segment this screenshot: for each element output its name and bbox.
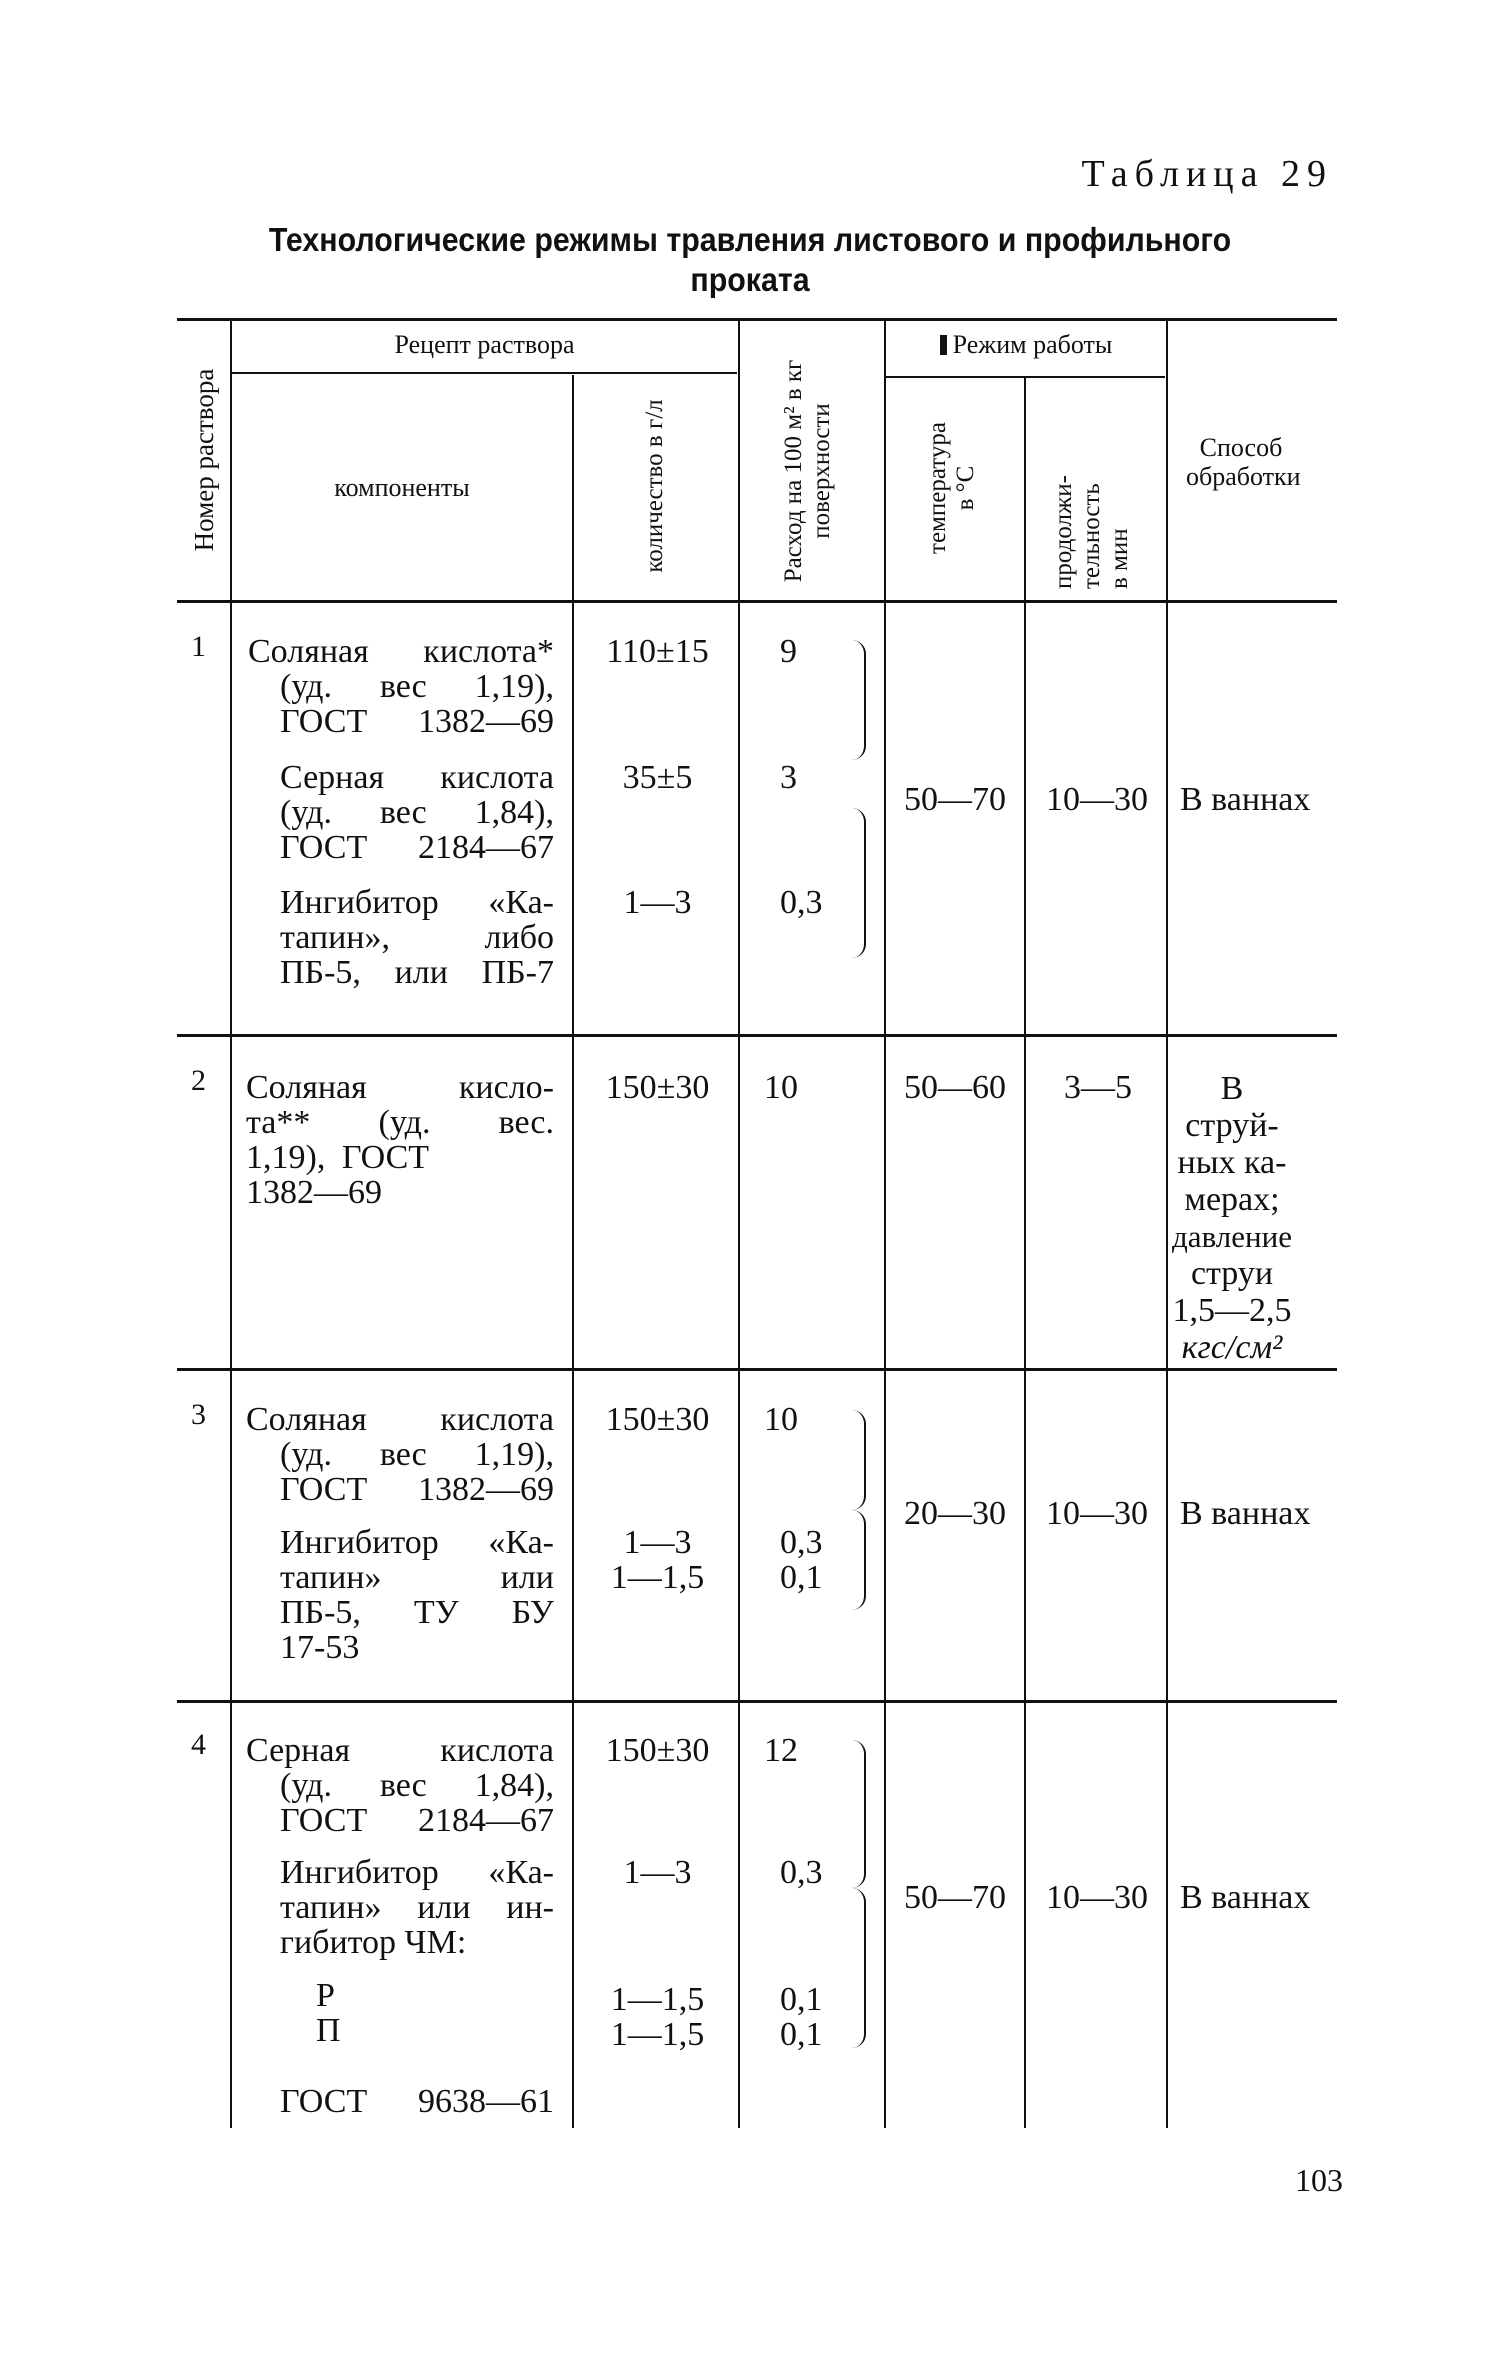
column-rule bbox=[1024, 378, 1026, 2128]
component: Серная кислота (уд. вес 1,84), ГОСТ 2184—67 bbox=[246, 1732, 554, 1839]
quantity: 1—3 bbox=[623, 1524, 692, 1561]
component: Ингибитор «Ка- тапин» или ПБ-5, ТУ БУ 17-53 bbox=[280, 1524, 554, 1666]
brace bbox=[850, 640, 866, 760]
header-consumption-line1: Расход на 100 м² в кг bbox=[780, 359, 807, 583]
column-rule bbox=[884, 320, 886, 2128]
component: Соляная кислота (уд. вес 1,19), ГОСТ 1382—69 bbox=[246, 1401, 554, 1508]
quantity: 150±30 bbox=[605, 1401, 710, 1438]
quantity: 110±15 bbox=[606, 633, 709, 670]
consumption: 0,1 bbox=[780, 1981, 823, 2018]
header-consumption bbox=[780, 331, 842, 611]
header-components: компоненты bbox=[334, 473, 470, 502]
header-duration bbox=[1050, 389, 1140, 589]
consumption: 10 bbox=[764, 1069, 798, 1106]
header-recipe: Рецепт раствора bbox=[394, 330, 575, 359]
row-divider bbox=[177, 1700, 1337, 1703]
consumption: 0,1 bbox=[780, 2016, 823, 2053]
quantity: 1—1,5 bbox=[610, 2016, 705, 2053]
header-temperature-line2: в °С bbox=[952, 465, 979, 511]
brace bbox=[850, 1888, 866, 2048]
method: В ваннах bbox=[1180, 781, 1311, 818]
component: Ингибитор «Ка- тапин» или ин- гибитор ЧМ: bbox=[280, 1854, 554, 1961]
component: Соляная кислота* (уд. вес 1,19), ГОСТ 1382—69 bbox=[248, 633, 554, 740]
consumption: 9 bbox=[780, 633, 797, 670]
consumption: 10 bbox=[764, 1401, 798, 1438]
duration: 10—30 bbox=[1046, 1495, 1148, 1532]
method: В струй- ных ка- мерах; давление струи 1,5—2,5 кгс/см² bbox=[1172, 1070, 1292, 1366]
header-method: Способ обработки bbox=[1186, 433, 1301, 491]
temperature: 50—60 bbox=[904, 1069, 1006, 1106]
brace bbox=[850, 1740, 866, 1888]
duration: 3—5 bbox=[1064, 1069, 1132, 1106]
row-number: 2 bbox=[191, 1064, 206, 1097]
header-consumption-line2: поверхности bbox=[808, 403, 835, 539]
table-label: Таблица 29 bbox=[1081, 153, 1333, 195]
brace bbox=[850, 1510, 866, 1610]
header-temperature bbox=[924, 388, 986, 588]
temperature: 50—70 bbox=[904, 1879, 1006, 1916]
quantity: 150±30 bbox=[605, 1732, 710, 1769]
consumption: 0,3 bbox=[780, 884, 823, 921]
header-quantity: количество в г/л bbox=[641, 399, 668, 573]
method: В ваннах bbox=[1180, 1879, 1311, 1916]
table-title-line2: проката bbox=[690, 261, 810, 298]
header-temperature-line1: температура bbox=[924, 422, 951, 554]
duration: 10—30 bbox=[1046, 781, 1148, 818]
component: Р П bbox=[316, 1977, 341, 2049]
header-duration-line3: в мин bbox=[1106, 528, 1133, 589]
row-divider bbox=[177, 1034, 1337, 1037]
consumption: 0,3 bbox=[780, 1524, 823, 1561]
brace bbox=[850, 1410, 866, 1510]
quantity: 1—3 bbox=[623, 884, 692, 921]
row-divider bbox=[177, 1368, 1337, 1371]
row-number: 3 bbox=[191, 1398, 206, 1431]
component: Ингибитор «Ка- тапин», либо ПБ-5, или ПБ-7 bbox=[280, 884, 554, 991]
recipe-subheader-rule bbox=[232, 372, 737, 374]
row-number: 4 bbox=[191, 1728, 206, 1761]
component: ГОСТ 9638—61 bbox=[280, 2083, 554, 2120]
method: В ваннах bbox=[1180, 1495, 1311, 1532]
quantity: 150±30 bbox=[605, 1069, 710, 1106]
quantity: 35±5 bbox=[622, 759, 693, 796]
table-title-line1: Технологические режимы травления листового и профильного bbox=[268, 221, 1232, 258]
quantity: 1—1,5 bbox=[610, 1981, 705, 2018]
quantity: 1—1,5 bbox=[610, 1559, 705, 1596]
table-top-rule bbox=[177, 318, 1337, 321]
brace bbox=[850, 808, 866, 958]
consumption: 3 bbox=[780, 759, 797, 796]
header-duration-line1: продолжи- bbox=[1050, 474, 1077, 589]
column-rule bbox=[572, 375, 574, 2128]
header-number: Номер раствора bbox=[189, 368, 219, 552]
header-duration-line2: тельность bbox=[1078, 483, 1105, 589]
temperature: 50—70 bbox=[904, 781, 1006, 818]
duration: 10—30 bbox=[1046, 1879, 1148, 1916]
column-rule bbox=[1166, 320, 1168, 2128]
header-mode bbox=[886, 330, 1166, 359]
table-title bbox=[216, 220, 1283, 300]
temperature: 20—30 bbox=[904, 1495, 1006, 1532]
header-bottom-rule bbox=[177, 600, 1337, 603]
header-mode-label: Режим работы bbox=[952, 330, 1113, 359]
consumption: 0,3 bbox=[780, 1854, 823, 1891]
column-rule bbox=[230, 320, 232, 2128]
quantity: 1—3 bbox=[623, 1854, 692, 1891]
page-number: 103 bbox=[1295, 2162, 1343, 2198]
component: Соляная кисло- та** (уд. вес. 1,19), ГОСТ 1382—69 bbox=[246, 1069, 554, 1211]
component: Серная кислота (уд. вес 1,84), ГОСТ 2184—67 bbox=[280, 759, 554, 866]
row-number: 1 bbox=[191, 630, 206, 663]
consumption: 0,1 bbox=[780, 1559, 823, 1596]
mode-marker-icon bbox=[940, 335, 947, 355]
consumption: 12 bbox=[764, 1732, 798, 1769]
